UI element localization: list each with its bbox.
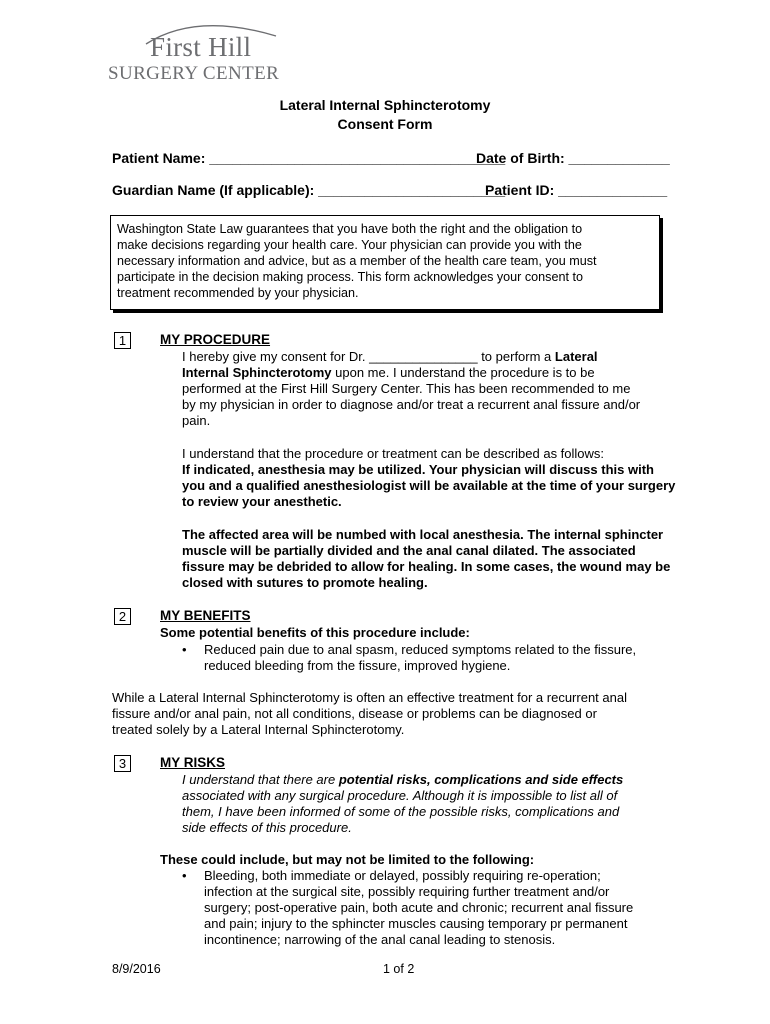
footer-page-number: 1 of 2 — [383, 962, 415, 976]
patient-name-field[interactable]: Patient Name: ______________________________________ — [112, 150, 506, 166]
risks-line: them, I have been informed of some of the possible risks, complications and — [182, 804, 620, 819]
risk-line: and pain; injury to the sphincter muscles causing temporary pr permanent — [204, 916, 628, 931]
patient-id-field[interactable]: Patient ID: ______________ — [485, 182, 668, 198]
notice-line: necessary information and advice, but as a member of the health care team, you must — [117, 254, 597, 268]
procedure-name-bold: Lateral — [554, 349, 598, 364]
risk-line: Bleeding, both immediate or delayed, possibly requiring re-operation; — [204, 868, 601, 883]
notice-line: Washington State Law guarantees that you have both the right and the obligation to — [117, 222, 583, 236]
procedure-line-2 — [182, 365, 595, 381]
risk-line: surgery; post-operative pain, both acute and chronic; recurrent anal fissure — [204, 900, 634, 915]
risks-intro-text: I understand that there are — [182, 772, 339, 787]
consent-text: I hereby give my consent for Dr. _______________ to perform a — [182, 349, 555, 364]
section-3-title: MY RISKS — [160, 755, 226, 770]
section-3-number: 3 — [114, 755, 131, 772]
notice-line: treatment recommended by your physician. — [117, 286, 359, 300]
risks-emphasis: potential risks, complications and side effects — [338, 772, 624, 787]
bullet-icon: • — [182, 642, 187, 657]
risk-line: incontinence; narrowing of the anal canal leading to stenosis. — [204, 932, 556, 947]
anesthesia-line: you and a qualified anesthesiologist will be available at the time of your surgery — [182, 478, 676, 493]
consent-text-2: upon me. I understand the procedure is to be — [331, 365, 595, 380]
bullet-icon: • — [182, 868, 187, 883]
procedure-consent-line — [182, 349, 598, 365]
logo-line-1: First Hill — [150, 32, 252, 62]
benefits-subtitle: Some potential benefits of this procedure include: — [160, 625, 470, 640]
procedure-name-bold-2: Internal Sphincterotomy — [182, 365, 332, 380]
guardian-name-field[interactable]: Guardian Name (If applicable): ________________________ — [112, 182, 506, 198]
state-law-notice-box — [110, 215, 660, 310]
procedure-detail-line: muscle will be partially divided and the anal canal dilated. The associated — [182, 543, 636, 558]
notice-line: participate in the decision making process. This form acknowledges your consent to — [117, 270, 583, 284]
procedure-detail-line: closed with sutures to promote healing. — [182, 575, 428, 590]
risks-intro-line — [182, 772, 623, 788]
procedure-line: by my physician in order to diagnose and/or treat a recurrent anal fissure and/or — [182, 397, 641, 412]
section-2-title: MY BENEFITS — [160, 608, 251, 623]
notice-line: make decisions regarding your health care. Your physician can provide you with the — [117, 238, 582, 252]
section-1-title: MY PROCEDURE — [160, 332, 271, 347]
form-subtitle: Consent Form — [337, 116, 433, 132]
date-of-birth-field[interactable]: Date of Birth: _____________ — [476, 150, 670, 166]
footer-date: 8/9/2016 — [112, 962, 161, 976]
risks-subtitle: These could include, but may not be limited to the following: — [160, 852, 535, 867]
procedure-line: pain. — [182, 413, 211, 428]
benefit-line: reduced bleeding from the fissure, improved hygiene. — [204, 658, 511, 673]
description-intro: I understand that the procedure or treatment can be described as follows: — [182, 446, 605, 461]
anesthesia-line: to review your anesthetic. — [182, 494, 342, 509]
logo-line-2: SURGERY CENTER — [108, 63, 280, 84]
risk-line: infection at the surgical site, possibly requiring further treatment and/or — [204, 884, 610, 899]
procedure-detail-line: fissure may be debrided to allow for healing. In some cases, the wound may be — [182, 559, 671, 574]
form-title: Lateral Internal Sphincterotomy — [279, 97, 491, 113]
procedure-detail-line: The affected area will be numbed with local anesthesia. The internal sphincter — [182, 527, 664, 542]
procedure-line: performed at the First Hill Surgery Center. This has been recommended to me — [182, 381, 631, 396]
risks-line: side effects of this procedure. — [182, 820, 352, 835]
section-1-number: 1 — [114, 332, 131, 349]
benefit-line: Reduced pain due to anal spasm, reduced symptoms related to the fissure, — [204, 642, 637, 657]
risks-line: associated with any surgical procedure. Although it is impossible to list all of — [182, 788, 618, 803]
limitation-line: fissure and/or anal pain, not all conditions, disease or problems can be diagnosed or — [112, 706, 597, 721]
limitation-line: While a Lateral Internal Sphincterotomy is often an effective treatment for a recurrent anal — [112, 690, 627, 705]
first-hill-logo — [108, 18, 308, 88]
section-2-number: 2 — [114, 608, 131, 625]
anesthesia-line: If indicated, anesthesia may be utilized. Your physician will discuss this with — [182, 462, 654, 477]
limitation-line: treated solely by a Lateral Internal Sphincterotomy. — [112, 722, 405, 737]
